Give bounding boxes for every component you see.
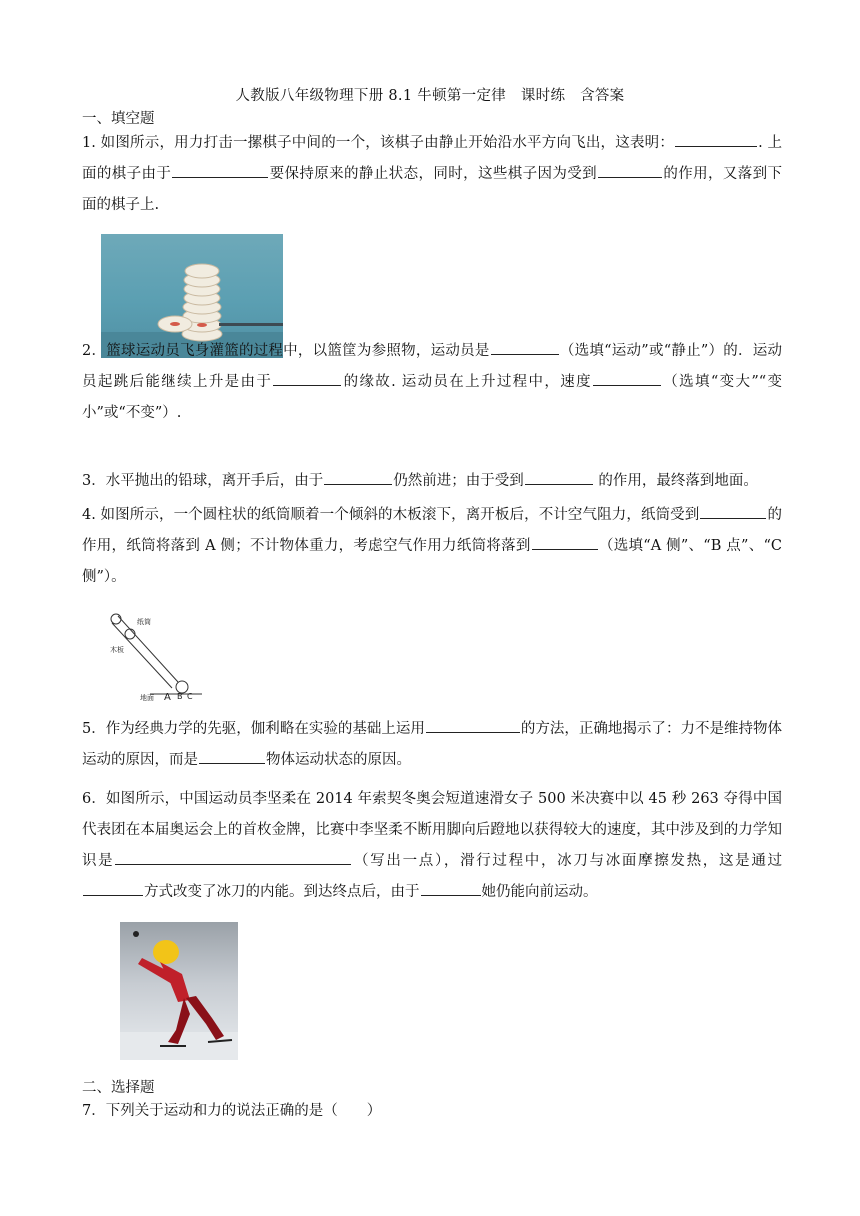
section-heading-multiple-choice: 二、选择题 [82, 1080, 155, 1096]
q3-text-c: 的作用，最终落到地面。 [593, 473, 758, 489]
page-title: 人教版八年级物理下册 8.1 牛顿第一定律 课时练 含答案 [235, 88, 625, 104]
answer-blank[interactable] [593, 371, 661, 386]
point-c-label: C [187, 692, 193, 701]
answer-blank[interactable] [83, 881, 143, 896]
ramp-diagram [106, 610, 206, 704]
board-label: 木板 [110, 646, 124, 654]
answer-blank[interactable] [525, 470, 593, 485]
q5-text-c: 物体运动状态的原因。 [266, 752, 411, 768]
answer-blank[interactable] [532, 535, 598, 550]
q4-text-c: （选填“A 侧”、“B 点”、“C 侧”）。 [82, 538, 782, 585]
tube-label: 纸筒 [137, 618, 151, 626]
question-7: 7．下列关于运动和力的说法正确的是（ ） [82, 1103, 382, 1119]
q6-text-a: 6．如图所示，中国运动员李坚柔在 2014 年索契冬奥会短道速滑女子 500 米决赛中以 45 秒 263 夺得中国代表团在本届奥运会上的首枚金牌，比赛中李坚柔不断用脚向后蹬地以获得较大的速度，其中涉及到的力学知识是 [82, 791, 782, 869]
q2-text-c: 的缘故. 运动员在上升过程中，速度 [342, 374, 592, 390]
answer-blank[interactable] [273, 371, 341, 386]
question-5 [82, 714, 782, 776]
answer-blank[interactable] [115, 850, 351, 865]
rolling-tube-diagram [106, 610, 206, 704]
answer-blank[interactable] [421, 881, 481, 896]
q4-text-a: 4. 如图所示，一个圆柱状的纸筒顺着一个倾斜的木板滚下，离开板后，不计空气阻力，纸筒受到 [82, 507, 700, 523]
answer-blank[interactable] [426, 718, 520, 733]
answer-blank[interactable] [324, 470, 392, 485]
q6-text-b: （写出一点），滑行过程中，冰刀与冰面摩擦发热，这是通过 [352, 853, 783, 869]
q5-text-a: 5．作为经典力学的先驱，伽利略在实验的基础上运用 [82, 721, 425, 737]
q3-text-b: 仍然前进；由于受到 [393, 473, 524, 489]
q6-text-d: 她仍能向前运动。 [481, 884, 598, 900]
question-1 [82, 128, 782, 221]
speed-skater-photo [120, 922, 238, 1060]
point-b-label: B [177, 692, 183, 701]
answer-blank[interactable] [199, 749, 265, 764]
question-6 [82, 784, 782, 908]
skater-illustration [120, 922, 238, 1060]
question-2 [82, 336, 782, 429]
q1-text-c: 要保持原来的静止状态，同时，这些棋子因为受到 [269, 166, 597, 182]
q6-text-c: 方式改变了冰刀的内能。到达终点后，由于 [144, 884, 420, 900]
q2-text-b: （选填“运动”或“静止”）的．运动员起跳后能继续上升是由于 [82, 343, 782, 390]
answer-blank[interactable] [675, 132, 757, 147]
ground-label: 地面 [140, 694, 154, 702]
question-3 [82, 466, 782, 497]
answer-blank[interactable] [491, 340, 559, 355]
q1-text-d: 的作用，又落到下面的棋子上. [82, 166, 783, 213]
section-heading-fill-blank: 一、填空题 [82, 111, 155, 127]
point-a-label: A [164, 692, 171, 703]
q5-text-b: 的方法，正确地揭示了：力不是维持物体运动的原因，而是 [82, 721, 782, 768]
q4-text-b: 的作用，纸筒将落到 A 侧；不计物体重力，考虑空气作用力纸筒将落到 [82, 507, 782, 554]
q1-text-b: . 上面的棋子由于 [82, 135, 782, 182]
answer-blank[interactable] [700, 504, 766, 519]
q2-text-a: 2．篮球运动员飞身灌篮的过程中，以篮筐为参照物，运动员是 [82, 343, 490, 359]
q1-text-a: 1. 如图所示，用力打击一摞棋子中间的一个，该棋子由静止开始沿水平方向飞出，这表明： [82, 135, 675, 151]
q2-text-d: （选填“变大”“变小”或“不变”）. [82, 374, 783, 421]
answer-blank[interactable] [172, 163, 268, 178]
answer-blank[interactable] [598, 163, 662, 178]
q3-text-a: 3．水平抛出的铅球，离开手后，由于 [82, 473, 324, 489]
question-4 [82, 500, 782, 593]
